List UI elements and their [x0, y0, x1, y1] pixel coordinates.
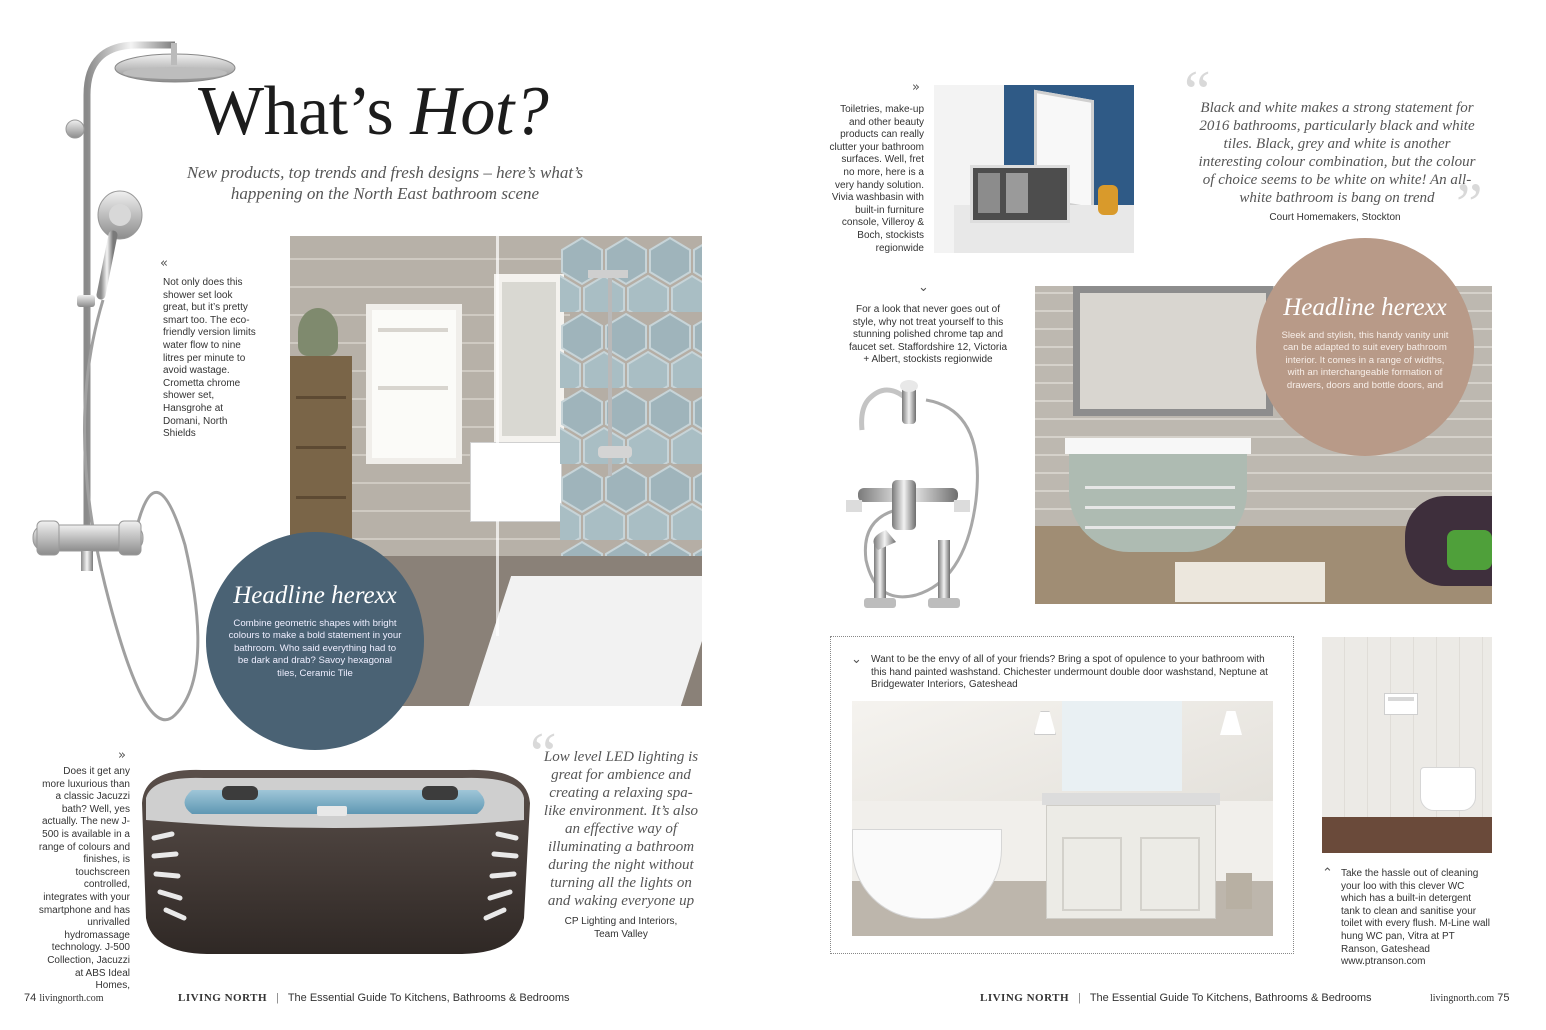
title-italic: Hot? — [410, 73, 549, 150]
footer-left-brand: LIVING NORTH — [178, 992, 268, 1004]
footer-left — [24, 992, 103, 1004]
footer-right-site: livingnorth.com — [1430, 993, 1495, 1004]
jacuzzi-caption: Does it get any more luxurious than a classic Jacuzzi bath? Well, yes actually. The new J-500 is available in a range of colours and finishes, is touchscreen controlled, integrates with your smartphone and has unrivalled hydromassage technology. J-500 Collection, Jacuzzi at ABS Ideal Homes, — [38, 766, 130, 992]
tap-caption: For a look that never goes out of style, why not treat yourself to this stunning polished chrome tap and faucet set. Staffordshire 12, Victoria + Albert, stockists regionwide — [848, 304, 1008, 366]
footer-left-page: 74 — [24, 992, 37, 1004]
footer-right-brand: LIVING NORTH — [980, 992, 1070, 1004]
bw-quote-mark: “ — [1184, 59, 1211, 125]
led-quote: Low level LED lighting is great for ambience and creating a relaxing spa-like environment. It’s also an effective way of illuminating a bathroom during the night without turning all the lights on and waking everyone up — [543, 749, 699, 909]
headline-left-text: Combine geometric shapes with bright colours to make a bold statement in your bathroom. Who said everything had to be dark and drab? Savoy hexagonal tiles, Ceramic Tile — [228, 618, 402, 679]
shower-arrow: « — [160, 256, 168, 271]
washstand-bathroom-photo — [852, 701, 1273, 936]
tap-arrow: ⌄ — [918, 280, 929, 295]
bw-quote-source: Court Homemakers, Stockton — [1269, 212, 1401, 223]
footer-right-guide-line: LIVING NORTH | The Essential Guide To Kitchens, Bathrooms & Bedrooms — [980, 992, 1372, 1004]
headline-circle-left — [206, 532, 424, 750]
footer-left-guide: The Essential Guide To Kitchens, Bathrooms & Bedrooms — [287, 992, 570, 1004]
footer-left-site: livingnorth.com — [39, 993, 104, 1004]
page-subtitle: New products, top trends and fresh designs – here’s what’s happening on the North East bathroom scene — [186, 163, 584, 203]
footer-right — [1430, 992, 1509, 1004]
title-plain: What’s — [198, 73, 394, 150]
shower-caption: Not only does this shower set look great, but it’s pretty smart too. The eco-friendly version limits water flow to nine litres per minute to avoid wastage. Crometta chrome shower set, Hansgrohe at Domani, North Shields — [163, 277, 256, 440]
wc-arrow: ⌃ — [1322, 866, 1333, 881]
footer-right-page: 75 — [1497, 992, 1510, 1004]
wc-caption: Take the hassle out of cleaning your loo with this clever WC which has a built-in detergent tank to clean and sanitise your toilet with every flush. M-Line wall hung WC pan, Vitra at PT Ranson, Gateshead www.ptranson.com — [1341, 868, 1490, 968]
washstand-caption: Want to be the envy of all of your friends? Bring a spot of opulence to your bathroom with this hand painted washstand. Chichester undermount double door washstand, Neptune at Bridgewater Interiors, Gateshead — [871, 654, 1268, 691]
wall-hung-wc-photo — [1322, 637, 1492, 853]
footer-left-guide-line: LIVING NORTH | The Essential Guide To Kitchens, Bathrooms & Bedrooms — [178, 992, 570, 1004]
bw-quote: Black and white makes a strong statement for 2016 bathrooms, particularly black and white tiles. Black, grey and white is another interesting colour combination, but the colour of choice seems to be white on white! An all-white bathroom is bang on trend — [1198, 100, 1476, 206]
led-quote-source: CP Lighting and Interiors, Team Valley — [564, 916, 678, 940]
toiletries-caption: Toiletries, make-up and other beauty products can really clutter your bathroom surfaces. Well, fret no more, here is a very handy solution. Vivia washbasin with built-in furniture console, Villeroy & Boch, stockists regionwide — [829, 104, 924, 254]
washbasin-console-photo — [934, 85, 1134, 253]
bw-quote-close-mark: ” — [1456, 171, 1483, 237]
headline-right-text: Sleek and stylish, this handy vanity unit can be adapted to suit every bathroom interior. It comes in a range of widths, with an interchangeable formation of drawers, doors and bottle doors, and — [1281, 330, 1449, 391]
jacuzzi-bath-image — [132, 758, 537, 958]
led-quote-mark: “ — [530, 721, 557, 787]
jacuzzi-arrow: » — [118, 748, 126, 763]
toiletries-arrow: » — [912, 80, 920, 95]
washstand-arrow: ⌄ — [851, 652, 862, 667]
chrome-tap-image — [826, 370, 1016, 620]
footer-right-guide: The Essential Guide To Kitchens, Bathrooms & Bedrooms — [1089, 992, 1372, 1004]
headline-circle-right — [1256, 238, 1474, 456]
headline-right: Headline herexx — [1283, 294, 1447, 321]
headline-left: Headline herexx — [233, 582, 397, 609]
page-title — [198, 72, 548, 152]
